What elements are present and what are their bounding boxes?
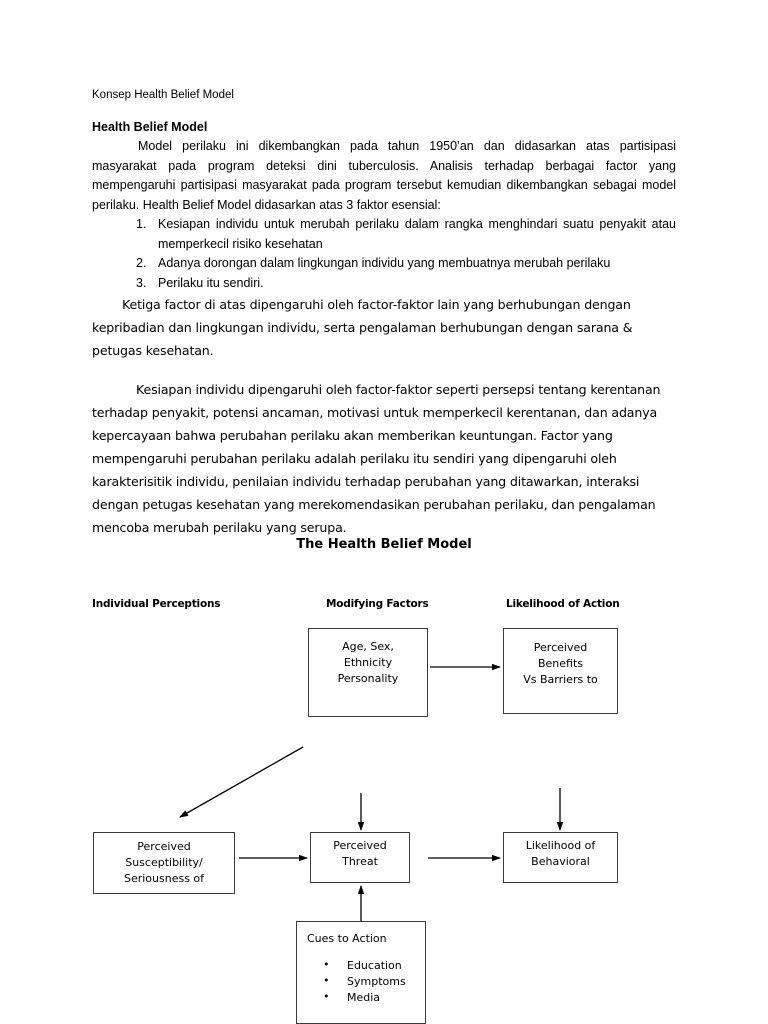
node-line: Seriousness of <box>123 872 205 885</box>
node-line: Age, Sex, <box>342 640 394 653</box>
node-cues-to-action[interactable] <box>296 921 426 1024</box>
cues-bullet-list <box>307 958 425 1006</box>
node-perceived-threat[interactable] <box>310 832 410 883</box>
node-modifying-factors[interactable] <box>308 628 428 717</box>
arrow-modifying-to-susceptibility <box>180 747 303 817</box>
section-heading: Health Belief Model <box>92 120 208 134</box>
list-item: Perilaku itu sendiri. <box>158 275 264 290</box>
diagram-title: The Health Belief Model <box>296 537 472 552</box>
node-likelihood-behavioral[interactable] <box>503 832 618 883</box>
node-perceived-susceptibility[interactable] <box>93 832 235 894</box>
node-line: Susceptibility/ <box>125 856 203 869</box>
node-line: Behavioral <box>531 855 590 868</box>
list-item: Kesiapan individu untuk merubah perilaku dalam rangka menghindari suatu penyakit atau memperkecil risiko kesehatan <box>158 217 676 251</box>
list-item: • Media <box>323 990 425 1006</box>
node-line: Benefits <box>537 657 584 670</box>
node-line: Ethnicity <box>343 656 393 669</box>
node-title: Cues to Action <box>307 932 387 945</box>
column-header-modifying-factors: Modifying Factors <box>326 598 429 610</box>
paragraph-three: Kesiapan individu dipengaruhi oleh factor-faktor seperti persepsi tentang kerentanan terhadap penyakit, potensi ancaman, motivasi untuk memperkecil kerentanan, dan adanya kepercayaan bahwa perubahan perilaku akan memberikan keuntungan. Factor yang mempengaruhi perubahan perilaku adalah perilaku itu sendiri yang dipengaruhi oleh karakterisitik individu, penilaian individu terhadap perubahan yang ditawarkan, interaksi dengan petugas kesehatan yang merekomendasikan perubahan perilaku, dan pengalaman mencoba merubah perilaku yang serupa. <box>92 382 661 535</box>
list-item: • Symptoms <box>323 974 425 990</box>
intro-paragraph: Model perilaku ini dikembangkan pada tahun 1950’an dan didasarkan atas partisipasi masyarakat pada program deteksi dini tuberculosis. Analisis terhadap berbagai factor yang mempengaruhi partisipasi masyarakat pada program tersebut kemudian dikembangkan sebagai model perilaku. Health Belief Model didasarkan atas 3 faktor esensial: <box>92 139 676 212</box>
node-line: Perceived <box>533 641 588 654</box>
node-line: Vs Barriers to <box>523 673 598 686</box>
list-item: Adanya dorongan dalam lingkungan individu yang membuatnya merubah perilaku <box>158 256 611 270</box>
column-header-individual-perceptions: Individual Perceptions <box>92 598 221 610</box>
node-line: Likelihood of <box>525 839 596 852</box>
node-line: Threat <box>342 855 378 868</box>
column-header-likelihood-of-action: Likelihood of Action <box>506 598 620 610</box>
node-perceived-benefits[interactable] <box>503 628 618 714</box>
running-head: Konsep Health Belief Model <box>92 89 234 101</box>
paragraph-two: Ketiga factor di atas dipengaruhi oleh factor-faktor lain yang berhubungan dengan kepribadian dan lingkungan individu, serta pengalaman berhubungan dengan sarana & petugas kesehatan. <box>92 297 633 358</box>
node-line: Perceived <box>137 840 191 853</box>
node-line: Personality <box>337 672 399 685</box>
node-line: Perceived <box>333 839 387 852</box>
list-item: • Education <box>323 958 425 974</box>
